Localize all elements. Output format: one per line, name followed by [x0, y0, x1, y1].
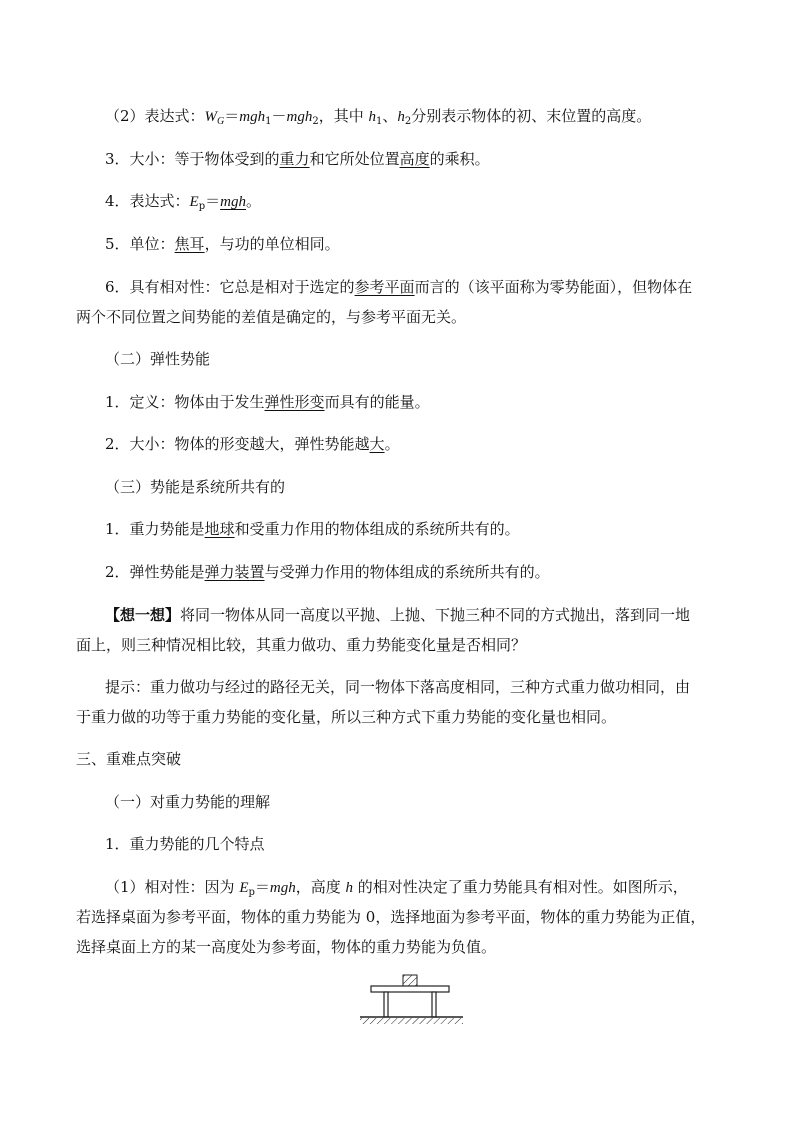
text: ＝ — [224, 107, 240, 125]
underlined-answer: 弹性形变 — [264, 393, 325, 411]
formula: mgh — [239, 109, 266, 125]
symbol-h: h — [368, 109, 377, 125]
text: （一）对重力势能的理解 — [105, 793, 271, 811]
text: （2）表达式： — [105, 107, 205, 125]
text: ＝ — [205, 192, 221, 210]
subscript: 2 — [312, 116, 319, 127]
ground-hatch — [360, 1018, 463, 1024]
underlined-answer: 弹力装置 — [204, 563, 265, 581]
text-line-magnitude — [105, 149, 490, 169]
symbol-e: E — [239, 880, 249, 896]
text-line-relativity-cont — [76, 307, 466, 327]
text: 分别表示物体的初、末位置的高度。 — [411, 107, 652, 125]
text: 提示：重力做功与经过的路径无关，同一物体下落高度相同，三种方式重力做功相同，由 — [105, 678, 691, 696]
text: ，其中 — [318, 107, 369, 125]
text: 1．重力势能是 — [105, 520, 205, 538]
text: － — [271, 107, 287, 125]
text: 与受弹力作用的物体组成的系统所共有的。 — [264, 563, 550, 581]
section-heading-system — [105, 477, 285, 497]
text: 而言的（该平面称为零势能面），但物体在 — [414, 278, 693, 296]
text: 6．具有相对性：它总是相对于选定的 — [105, 278, 355, 296]
table-figure — [355, 968, 465, 1030]
table-top — [371, 986, 449, 992]
text-line-hint — [105, 677, 690, 697]
section-heading-key-points — [76, 749, 181, 769]
text: ，高度 — [295, 878, 346, 896]
text-line-relativity — [105, 277, 692, 297]
text: 。 — [245, 192, 261, 210]
underlined-answer: 焦耳 — [174, 235, 205, 253]
subscript: 1 — [376, 116, 383, 127]
formula: mgh — [286, 109, 313, 125]
text: 和受重力作用的物体组成的系统所共有的。 — [234, 520, 520, 538]
text: 5．单位： — [105, 235, 175, 253]
text: ＝ — [254, 878, 270, 896]
text: 两个不同位置之间势能的差值是确定的，与参考平面无关。 — [76, 308, 467, 326]
text: 4．表达式： — [105, 192, 190, 210]
text: 、 — [382, 107, 398, 125]
subscript: 2 — [404, 116, 412, 127]
text: 的相对性决定了重力势能具有相对性。如图所示， — [353, 878, 688, 896]
underlined-answer: 大 — [369, 435, 385, 453]
text-line-relative — [105, 877, 688, 903]
text-line-formula — [105, 191, 261, 217]
text: 若选择桌面为参考平面，物体的重力势能为 0，选择地面为参考平面，物体的重力势能为正值， — [76, 908, 706, 926]
text: 1．定义：物体由于发生 — [105, 393, 265, 411]
text: （1）相对性：因为 — [105, 878, 240, 896]
underlined-answer: 重力 — [279, 150, 310, 168]
subscript-g: G — [217, 116, 225, 127]
section-heading-elastic — [105, 349, 210, 369]
text-line-elastic-magnitude — [105, 434, 400, 454]
text: 1．重力势能的几个特点 — [105, 835, 265, 853]
text-line-features — [105, 834, 265, 854]
formula: mgh — [269, 880, 296, 896]
text: 2．大小：物体的形变越大，弹性势能越 — [105, 435, 370, 453]
text: 和它所处位置 — [309, 150, 400, 168]
text: （三）势能是系统所共有的 — [105, 478, 286, 496]
underlined-answer: 地球 — [204, 520, 235, 538]
text: 于重力做的功等于重力势能的变化量，所以三种方式下重力势能的变化量也相同。 — [76, 708, 617, 726]
text: 选择桌面上方的某一高度处为参考面，物体的重力势能为负值。 — [76, 938, 497, 956]
text: 的乘积。 — [429, 150, 490, 168]
subscript-p: p — [198, 201, 206, 212]
text: 三、重难点突破 — [76, 750, 182, 768]
text-line-gravity-system — [105, 519, 520, 539]
table-leg-left — [384, 992, 388, 1017]
text: 。 — [384, 435, 400, 453]
underlined-answer: 高度 — [399, 150, 430, 168]
symbol-w: W — [204, 109, 218, 125]
subscript-p: p — [248, 887, 255, 898]
think-label: 【想一想】 — [105, 606, 181, 624]
text-line-elastic-system — [105, 562, 550, 582]
text: 面上，则三种情况相比较，其重力做功、重力势能变化量是否相同？ — [76, 636, 527, 654]
object-block — [403, 975, 417, 986]
text-line-think — [105, 605, 690, 625]
symbol-h: h — [397, 109, 405, 125]
text: 而具有的能量。 — [324, 393, 430, 411]
text: 2．弹性势能是 — [105, 563, 205, 581]
text-line-definition — [105, 392, 430, 412]
subscript: 1 — [265, 116, 272, 127]
text-line-unit — [105, 234, 340, 254]
subsection-heading — [105, 792, 270, 812]
underlined-answer: mgh — [220, 194, 246, 210]
underlined-answer: 参考平面 — [354, 278, 415, 296]
text: ，与功的单位相同。 — [204, 235, 340, 253]
table-leg-right — [432, 992, 436, 1017]
text-line-hint-cont — [76, 707, 616, 727]
text-line-relative-cont2 — [76, 937, 496, 957]
text-line-expression — [105, 106, 651, 132]
text: 将同一物体从同一高度以平抛、上抛、下抛三种不同的方式抛出，落到同一地 — [180, 606, 691, 624]
text-line-relative-cont1 — [76, 907, 705, 927]
symbol-h: h — [345, 880, 354, 896]
text: （二）弹性势能 — [105, 350, 211, 368]
text: 3．大小：等于物体受到的 — [105, 150, 280, 168]
text-line-think-cont — [76, 635, 526, 655]
symbol-e: E — [189, 194, 199, 210]
